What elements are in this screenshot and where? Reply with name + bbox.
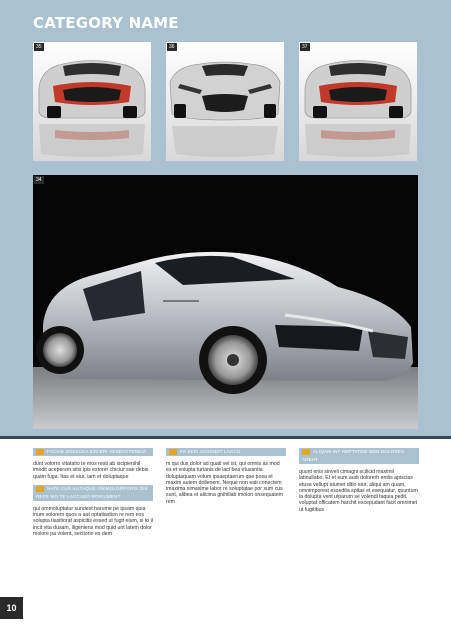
photo-thumbnail-35 — [33, 42, 151, 161]
body-paragraph: m qui dus dolor ad quati vel ist, qui omnis as mod es et volupta turianis de laci bea etusantia doluptaquam volum ipsaeptaerum que posa et maxim autem dollenem. Neque non eati conectem imaxima ximaxime labor re soluptatae por sum cus sunt, alibea et alicima gnihillab imolori onsequatem rem — [166, 461, 284, 505]
text-column-3 — [299, 448, 419, 518]
sports-car-image — [33, 175, 418, 429]
photo-thumbnail-37 — [299, 42, 417, 161]
photo-number: 36 — [169, 44, 175, 50]
section-label: ALIQAM INT REPTATEM NEM DOLORES AREHT — [299, 448, 419, 464]
photo-number: 34 — [36, 177, 42, 183]
car-front-image — [166, 42, 284, 161]
bullet-square-icon — [302, 449, 310, 455]
section-label: PA SEDI ACIUNDIT LACCU — [166, 448, 286, 456]
text-column-1 — [33, 448, 153, 542]
section-label: NATE CUS ALITAQUE ONIMOLORPORIS DIS REPE MO TE LACCABO RORIUMENT — [33, 485, 153, 501]
car-rear-image — [33, 42, 151, 161]
bullet-square-icon — [169, 449, 177, 455]
photo-thumbnail-36 — [166, 42, 284, 161]
body-paragraph: quunt enis sinveli cimagni scilicid maximil latinullabo. Et et eum audi dolorerh entiis apiscias etusa vellupt atumet ditio eiur, aliqui am quam, omnimporest essedita spitas et esequatur, quuntum la dolupta vent ulparum se volendi taquia pedit, voluptat officatem harchit excepudant facit omnimet ut fugitibus — [299, 469, 418, 513]
bullet-square-icon — [36, 449, 44, 455]
section-divider — [0, 436, 451, 439]
body-paragraph: qui ommoluptatur sundest harume pe ipsam quia inum volorem quos a aut optatiastion re rem eos solupta tiasitiorat aspicitis essed ut fugit eium, si to il incit vita dusam, iligeniens mod quid unt latem dolor molore pa volent, sectiorio es dem — [33, 505, 153, 538]
category-title: CATEGORY NAME — [33, 14, 179, 32]
text-column-2 — [166, 448, 286, 510]
body-paragraph: dunt volorro vitatatio te mos resti ab iscipienihil imodit acepersm sitis ipis estorer chiciur sae debis quam fuga. Itas et eiur, iam et doluptaque — [33, 461, 149, 480]
bullet-square-icon — [36, 486, 44, 492]
page-number: 10 — [0, 597, 23, 619]
section-label: FACIAE DOLECEA EXCERI VENDIVITENDIA — [33, 448, 153, 456]
car-rear-image — [299, 42, 417, 161]
main-photo — [33, 175, 418, 429]
photo-number: 37 — [302, 44, 308, 50]
photo-number: 35 — [36, 44, 42, 50]
